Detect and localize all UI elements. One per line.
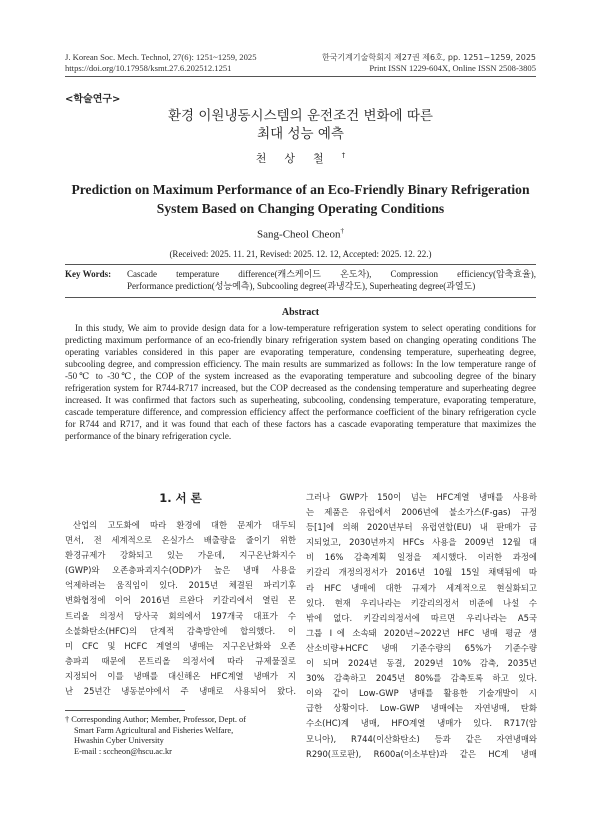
text-line: 소불화탄소(HFC)의 단계적 감축방안에 합의했다. 이 — [65, 625, 296, 636]
text-line: R290(프로판), R600a(이소부탄)과 같은 HC계 냉매 — [306, 748, 537, 759]
text-line: 이 되며 2024년 동결, 2029년 10% 감축, 2035년 — [306, 658, 537, 669]
corresponding-mark-en: † — [340, 227, 344, 235]
right-column — [306, 490, 537, 762]
text-line: 산소비량+HCFC 냉매 기준수량의 65%가 기준수량 — [306, 642, 537, 653]
text-line: 있다. 현재 우리나라는 키갈리의정서 비준에 나설 수 — [306, 597, 537, 608]
text-line: 지되었고, 2030년까지 HFCs 사용을 2009년 12월 대 — [306, 537, 537, 548]
keywords-line-2: Performance prediction(성능예측), Subcooling degree(과냉각도), Superheating degree(과열도) — [127, 281, 476, 291]
footnote-rule — [65, 710, 185, 711]
author-en — [65, 227, 536, 241]
left-column — [65, 490, 296, 699]
text-line: 등[1]에 의해 2020년부터 유럽연합(EU) 내 판매가 금 — [306, 522, 537, 533]
text-line: 그러나 GWP가 150이 넘는 HFC계열 냉매를 사용하 — [306, 492, 537, 502]
text-line: 변화협정에 이어 2016년 르완다 키갈리에서 열린 몬 — [65, 595, 296, 606]
keywords-bottom-rule — [65, 297, 536, 298]
author-en-name: Sang-Cheol Cheon — [257, 228, 341, 241]
keywords-line-1: Cascade temperature difference(캐스케이드 온도차), Compression efficiency(압축효율), — [127, 269, 536, 279]
text-line: 트리올 의정서 당사국 회의에서 197개국 대표가 수 — [65, 610, 296, 621]
corresponding-mark: † — [341, 151, 346, 160]
title-ko-line-2: 최대 성능 예측 — [257, 126, 344, 142]
text-line: 환경규제가 강화되고 있는 가운데, 지구온난화지수 — [65, 550, 296, 561]
abstract-text: In this study, We aim to provide design data for a low-temperature refrigeration system to select operating conditions for predicting maximum performance of an eco-friendly binary refrigeration system based on changing operating conditions The operating variables considered in this paper are evaporating temperature, condensing temperature, superheating degree, subcooling degree, and compression efficiency. The main results are summarized as follows: In the low temperature range of -50℃ to -30℃, the COP of the system increased as the evaporating temperature and subcooling degree of the binary refrigeration system for R744-R717 increased, but the COP decreased as the condensing temperature and superheating degree increased. It was confirmed that factors such as superheating, subcooling, condensing temperature, evaporating temperature, cascade temperature difference, and compression efficiency affect the performance coefficient of the binary refrigeration cycle for R744 and R717, and it was found that each of these factors has a cascade evaporating temperature that maximizes the performance of the binary refrigeration cycle. — [65, 323, 536, 441]
section-heading-introduction: 1. 서 론 — [159, 491, 202, 505]
title-en-line-2: System Based on Changing Operating Conditions — [156, 201, 445, 216]
text-line: 비 16% 감축계획 일정을 제시했다. 이러한 과정에 — [306, 552, 537, 563]
journal-citation-en: J. Korean Soc. Mech. Technol, 27(6): 1251~1259, 2025 — [65, 52, 257, 62]
text-line: 모니아), R744(이산화탄소) 등과 같은 자연냉매와 — [306, 733, 537, 744]
footnote-email[interactable]: E-mail : sccheon@hscu.ac.kr — [74, 746, 172, 756]
text-line: 산업의 고도화에 따라 환경에 대한 문제가 대두되 — [73, 520, 296, 530]
text-line: 밖에 없다. 키갈리의정서에 따르면 우리나라는 A5국 — [306, 612, 537, 623]
footnote-line-3: Hwashin Cyber University — [74, 736, 164, 746]
text-line: 억제하려는 움직임이 있다. 2015년 체결된 파리기후 — [65, 580, 296, 591]
text-line: 30% 감축하고 2045년 80%를 감축토록 하고 있다. — [306, 673, 537, 684]
abstract-heading: Abstract — [281, 307, 320, 318]
text-line: 는 제품은 유럽에서 2006년에 불소가스(F-gas) 규정 — [306, 507, 537, 518]
text-line: 라 HFC 냉매에 대한 규제가 세계적으로 현실화되고 — [306, 582, 537, 593]
text-line: 면서, 전 세계적으로 온실가스 배출량을 줄이기 위한 — [65, 535, 296, 546]
text-line: 급한 상황이다. Low-GWP 냉매에는 자연냉매, 탄화 — [306, 703, 537, 714]
text-line: 층파괴 때문에 몬트리올 의정서에 따라 규제물질로 — [65, 655, 296, 666]
author-ko-name: 천상철 — [255, 152, 342, 165]
text-line: 지정되어 이를 냉매를 대신해온 HFC계열 냉매가 지 — [65, 670, 296, 681]
footnote-line-1: † Corresponding Author; Member, Professor, Dept. of — [65, 715, 246, 724]
text-line: (GWP)와 오존층파괴지수(ODP)가 높은 냉매 사용을 — [65, 565, 296, 576]
text-line: 그룹 Ⅰ에 소속돼 2020년~2022년 HFC 냉매 평균 생 — [306, 627, 537, 638]
author-ko — [65, 150, 536, 166]
title-en-line-1: Prediction on Maximum Performance of an Eco-Friendly Binary Refrigeration — [71, 182, 530, 197]
title-ko-line-1: 환경 이원냉동시스템의 운전조건 변화에 따른 — [168, 108, 433, 124]
footnote — [65, 715, 296, 757]
text-line: 이와 같이 Low-GWP 냉매를 활용한 기술개발이 시 — [306, 688, 537, 699]
text-line: 수소(HC)계 냉매, HFO계열 냉매가 있다. R717(암 — [306, 718, 537, 729]
text-line: 난 25년간 냉동분야에서 주 냉매로 사용되어 왔다. — [65, 686, 296, 697]
keywords-label: Key Words: — [65, 269, 112, 279]
text-line: 키갈리 개정의정서가 2016년 10월 15일 채택됨에 따 — [306, 567, 537, 578]
introduction-paragraph — [65, 518, 296, 699]
header-rule — [65, 76, 536, 77]
keywords-top-rule — [65, 264, 536, 265]
right-column-paragraph — [306, 490, 537, 762]
text-line: 미 CFC 및 HCFC 계열의 냉매는 지구온난화와 오존 — [65, 640, 296, 651]
submission-dates: (Received: 2025. 11. 21, Revised: 2025. 12. 12, Accepted: 2025. 12. 22.) — [169, 249, 432, 259]
doi-link[interactable]: https://doi.org/10.17958/ksmt.27.6.202512.1251 — [65, 63, 232, 73]
article-category: <학술연구> — [65, 94, 121, 105]
footnote-line-2: Smart Farm Agricultural and Fisheries Welfare, — [74, 725, 234, 735]
issn-info: Print ISSN 1229-604X, Online ISSN 2508-3805 — [369, 63, 536, 73]
journal-citation-ko: 한국기계기술학회지 제27권 제6호, pp. 1251~1259, 2025 — [321, 53, 536, 62]
